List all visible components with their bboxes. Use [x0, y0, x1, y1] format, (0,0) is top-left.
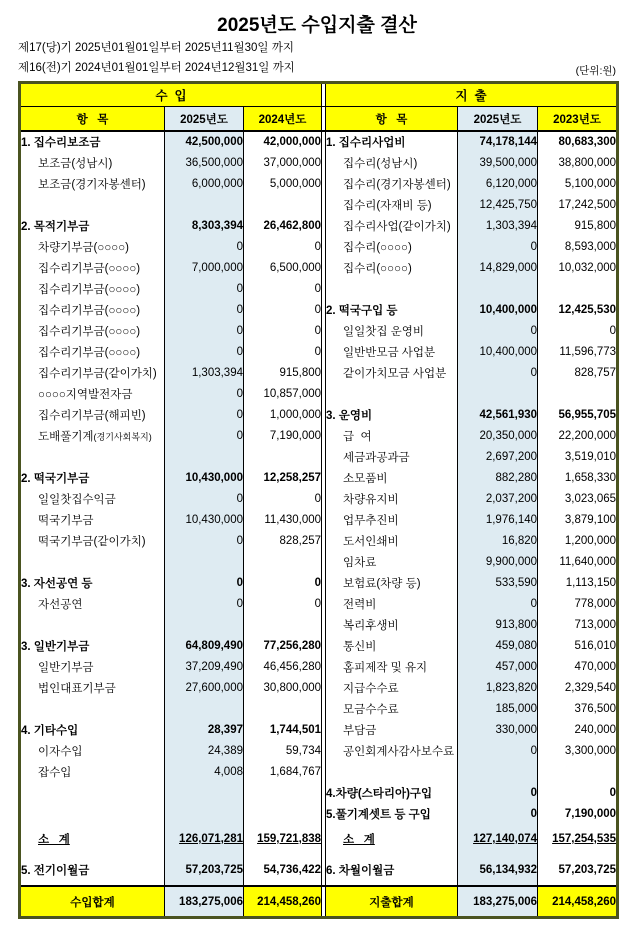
expense-value-current: 533,590 — [458, 572, 538, 593]
period-line-2: 제16(전)기 2024년01월01일부터 2024년12월31일 까지 — [18, 62, 295, 74]
expense-value-previous: 80,683,300 — [558, 136, 617, 148]
income-item-label: 3. 일반기부금 — [20, 635, 165, 656]
income-value-current — [165, 698, 244, 719]
income-value-previous: 10,857,000 — [263, 387, 322, 400]
income-value-current: 0 — [165, 236, 244, 257]
table-row — [20, 719, 618, 740]
income-value-previous: 0 — [314, 282, 322, 295]
income-item-label — [20, 551, 165, 572]
table-row — [20, 215, 618, 236]
expense-value-current: 42,561,930 — [458, 404, 538, 425]
table-row — [20, 782, 618, 803]
income-item-label: 4. 기타수입 — [20, 719, 165, 740]
expense-value-previous: 3,519,010 — [564, 450, 617, 463]
table-row — [20, 404, 618, 425]
expense-value-current: 20,350,000 — [458, 425, 538, 446]
expense-value-current — [458, 278, 538, 299]
expense-item-label: 5.풀기계셋트 등 구입 — [326, 803, 458, 824]
expense-item-label: 2. 떡국구입 등 — [326, 299, 458, 320]
income-value-previous: 5,000,000 — [269, 177, 322, 190]
expense-value-previous: 2,329,540 — [564, 681, 617, 694]
expense-value-current: 459,080 — [458, 635, 538, 656]
expense-item-label: 임차료 — [326, 551, 458, 572]
expense-total-current: 183,275,006 — [458, 886, 538, 918]
income-value-current: 0 — [165, 572, 244, 593]
income-total-previous: 214,458,260 — [244, 886, 322, 918]
income-item-label — [20, 782, 165, 803]
section-banner-row — [20, 83, 618, 107]
expense-item-label: 소 계 — [326, 824, 458, 854]
income-value-previous: 915,800 — [279, 366, 322, 379]
expense-item-label: 일반반모금 사업분 — [326, 341, 458, 362]
table-row — [20, 152, 618, 173]
table-row — [20, 488, 618, 509]
income-value-current — [165, 551, 244, 572]
expense-item-label: 집수리사업(같이가치) — [326, 215, 458, 236]
expense-item-label: 도서인쇄비 — [326, 530, 458, 551]
expense-value-previous: 157,254,535 — [552, 833, 617, 845]
expense-value-current: 330,000 — [458, 719, 538, 740]
income-value-current: 0 — [165, 299, 244, 320]
income-value-current: 0 — [165, 425, 244, 446]
income-section-header: 수 입 — [20, 83, 322, 107]
income-value-current — [165, 782, 244, 803]
expense-col-current-year: 2025년도 — [458, 107, 538, 132]
table-row — [20, 446, 618, 467]
table-row — [20, 467, 618, 488]
income-value-previous: 1,000,000 — [269, 408, 322, 421]
income-item-label: 이자수입 — [20, 740, 165, 761]
income-value-current: 0 — [165, 278, 244, 299]
settlement-table — [18, 81, 619, 919]
expense-item-label: 집수리(성남시) — [326, 152, 458, 173]
expense-value-previous: 1,113,150 — [565, 576, 617, 589]
income-total-current: 183,275,006 — [165, 886, 244, 918]
expense-value-current: 0 — [458, 362, 538, 383]
expense-value-previous: 516,010 — [574, 639, 617, 652]
income-value-previous: 0 — [314, 345, 322, 358]
table-row — [20, 698, 618, 719]
income-item-label: 도배풀기계(경기사회복지) — [20, 425, 165, 446]
expense-item-label: 급 여 — [326, 425, 458, 446]
income-value-previous: 0 — [314, 492, 322, 505]
table-row — [20, 656, 618, 677]
expense-item-label: 공인회계사감사보수료 — [326, 740, 458, 761]
expense-value-previous: 10,032,000 — [558, 261, 617, 274]
income-item-label: ○○○○지역발전자금 — [20, 383, 165, 404]
expense-value-current: 2,037,200 — [458, 488, 538, 509]
table-row — [20, 383, 618, 404]
income-value-current: 0 — [165, 593, 244, 614]
expense-value-previous: 7,190,000 — [564, 807, 617, 820]
expense-value-current: 1,823,820 — [458, 677, 538, 698]
income-item-label: 집수리기부금(○○○○) — [20, 278, 165, 299]
income-item-label: 자선공연 — [20, 593, 165, 614]
income-item-label: 3. 자선공연 등 — [20, 572, 165, 593]
expense-value-current: 12,425,750 — [458, 194, 538, 215]
income-value-current: 0 — [165, 530, 244, 551]
income-item-label: 집수리기부금(해피빈) — [20, 404, 165, 425]
expense-item-label: 지급수수료 — [326, 677, 458, 698]
income-item-label: 집수리기부금(○○○○) — [20, 320, 165, 341]
income-item-label: 차량기부금(○○○○) — [20, 236, 165, 257]
income-item-label: 집수리기부금(같이가치) — [20, 362, 165, 383]
income-value-previous — [244, 446, 322, 467]
expense-value-current: 0 — [458, 803, 538, 824]
expense-value-current: 14,829,000 — [458, 257, 538, 278]
expense-item-label: 같이가치모금 사업분 — [326, 362, 458, 383]
expense-value-previous: 0 — [609, 786, 617, 799]
expense-value-previous: 12,425,530 — [558, 303, 617, 316]
expense-value-current: 0 — [458, 320, 538, 341]
income-value-current — [165, 446, 244, 467]
expense-total-previous: 214,458,260 — [538, 886, 618, 918]
expense-item-label: 홈피제작 및 유지 — [326, 656, 458, 677]
income-item-label: 1. 집수리보조금 — [20, 131, 165, 152]
income-value-current: 64,809,490 — [165, 635, 244, 656]
income-value-current: 27,600,000 — [165, 677, 244, 698]
income-value-current: 37,209,490 — [165, 656, 244, 677]
income-value-previous: 0 — [314, 303, 322, 316]
income-value-previous: 828,257 — [279, 534, 322, 547]
income-item-label: 떡국기부금(같이가치) — [20, 530, 165, 551]
income-item-label: 일일찻집수익금 — [20, 488, 165, 509]
income-value-current: 24,389 — [165, 740, 244, 761]
income-value-current — [165, 614, 244, 635]
expense-value-current: 2,697,200 — [458, 446, 538, 467]
expense-item-label: 보험료(차량 등) — [326, 572, 458, 593]
income-value-previous: 59,734 — [285, 744, 322, 757]
table-row — [20, 740, 618, 761]
income-value-previous: 46,456,280 — [263, 660, 322, 673]
expense-item-label: 업무추진비 — [326, 509, 458, 530]
expense-value-current: 74,178,144 — [458, 131, 538, 152]
expense-value-previous: 1,200,000 — [564, 534, 617, 547]
income-item-label: 잡수입 — [20, 761, 165, 782]
table-row — [20, 551, 618, 572]
income-value-previous: 0 — [314, 240, 322, 253]
expense-value-previous: 828,757 — [574, 366, 617, 379]
expense-item-label: 6. 차월이월금 — [326, 854, 458, 886]
table-row — [20, 194, 618, 215]
income-item-label: 2. 떡국기부금 — [20, 467, 165, 488]
income-value-previous — [244, 614, 322, 635]
income-item-label: 일반기부금 — [20, 656, 165, 677]
table-row — [20, 173, 618, 194]
income-item-label-note: (경기사회복지) — [93, 431, 152, 442]
expense-value-previous: 3,300,000 — [564, 744, 617, 757]
income-value-previous — [244, 803, 322, 824]
income-value-current — [165, 803, 244, 824]
expense-item-label: 집수리(자재비 등) — [326, 194, 458, 215]
table-row — [20, 614, 618, 635]
income-item-label: 보조금(성남시) — [20, 152, 165, 173]
income-value-current: 8,303,394 — [165, 215, 244, 236]
income-col-current-year: 2025년도 — [165, 107, 244, 132]
income-value-current: 6,000,000 — [165, 173, 244, 194]
expense-value-current: 127,140,074 — [458, 824, 538, 854]
income-value-previous: 1,684,767 — [269, 765, 322, 778]
table-row — [20, 803, 618, 824]
income-value-current: 10,430,000 — [165, 509, 244, 530]
expense-item-label: 차량유지비 — [326, 488, 458, 509]
expense-value-previous: 3,023,065 — [564, 492, 617, 505]
income-value-current: 36,500,000 — [165, 152, 244, 173]
expense-value-previous: 915,800 — [574, 219, 617, 232]
expense-value-current: 16,820 — [458, 530, 538, 551]
table-row — [20, 677, 618, 698]
expense-value-previous: 1,658,330 — [564, 471, 617, 484]
income-item-label: 보조금(경기자봉센터) — [20, 173, 165, 194]
income-item-label — [20, 698, 165, 719]
expense-value-current: 1,976,140 — [458, 509, 538, 530]
expense-value-current: 0 — [458, 740, 538, 761]
table-row — [20, 635, 618, 656]
column-header-row — [20, 107, 618, 132]
income-value-current: 4,008 — [165, 761, 244, 782]
expense-value-current: 185,000 — [458, 698, 538, 719]
income-value-current: 28,397 — [165, 719, 244, 740]
expense-value-previous — [538, 383, 618, 404]
expense-value-current: 882,280 — [458, 467, 538, 488]
period-line-1: 제17(당)기 2025년01월01일부터 2025년11월30일 까지 — [18, 42, 294, 54]
table-row — [20, 530, 618, 551]
expense-item-label: 전력비 — [326, 593, 458, 614]
income-value-current: 126,071,281 — [165, 824, 244, 854]
income-value-previous: 26,462,800 — [263, 219, 322, 232]
expense-value-current: 10,400,000 — [458, 341, 538, 362]
expense-value-previous: 11,640,000 — [559, 555, 617, 568]
income-value-current — [165, 194, 244, 215]
expense-item-label: 일일찻집 운영비 — [326, 320, 458, 341]
income-value-previous: 12,258,257 — [263, 471, 322, 484]
expense-item-label: 1. 집수리사업비 — [326, 131, 458, 152]
table-row — [20, 257, 618, 278]
expense-item-label: 집수리(○○○○) — [326, 236, 458, 257]
income-value-current: 0 — [165, 341, 244, 362]
expense-value-current: 1,303,394 — [458, 215, 538, 236]
income-value-previous — [244, 551, 322, 572]
expense-item-label: 부담금 — [326, 719, 458, 740]
expense-value-previous — [538, 761, 618, 782]
expense-value-previous: 38,800,000 — [558, 156, 617, 169]
table-row — [20, 236, 618, 257]
income-value-previous: 30,800,000 — [263, 681, 322, 694]
income-item-label: 집수리기부금(○○○○) — [20, 257, 165, 278]
expense-value-current: 913,800 — [458, 614, 538, 635]
expense-value-current: 6,120,000 — [458, 173, 538, 194]
expense-value-current — [458, 383, 538, 404]
income-item-label: 소 계 — [20, 824, 165, 854]
expense-value-previous: 17,242,500 — [558, 198, 617, 211]
income-value-current: 1,303,394 — [165, 362, 244, 383]
expense-item-label: 4.차량(스타리아)구입 — [326, 782, 458, 803]
expense-value-previous — [538, 278, 618, 299]
expense-value-current: 39,500,000 — [458, 152, 538, 173]
income-value-current: 0 — [165, 320, 244, 341]
income-col-item: 항 목 — [20, 107, 165, 132]
expense-item-label: 복리후생비 — [326, 614, 458, 635]
expense-value-previous: 56,955,705 — [558, 408, 617, 421]
table-row — [20, 131, 618, 152]
expense-col-prev-year: 2023년도 — [538, 107, 618, 132]
expense-value-current: 0 — [458, 593, 538, 614]
income-value-current: 0 — [165, 488, 244, 509]
expense-value-current — [458, 761, 538, 782]
expense-value-previous: 22,200,000 — [558, 429, 617, 442]
expense-value-current: 56,134,932 — [458, 854, 538, 886]
income-item-label: 법인대표기부금 — [20, 677, 165, 698]
income-item-label: 집수리기부금(○○○○) — [20, 299, 165, 320]
income-value-previous: 0 — [314, 324, 322, 337]
income-value-previous — [244, 194, 322, 215]
table-row — [20, 509, 618, 530]
expense-value-previous: 376,500 — [574, 702, 617, 715]
table-row — [20, 854, 618, 886]
expense-value-previous: 240,000 — [574, 723, 617, 736]
income-value-previous — [244, 782, 322, 803]
expense-value-current: 9,900,000 — [458, 551, 538, 572]
expense-section-header: 지 출 — [326, 83, 618, 107]
income-value-previous: 0 — [314, 576, 322, 589]
expense-col-item: 항 목 — [326, 107, 458, 132]
table-row — [20, 299, 618, 320]
table-row — [20, 425, 618, 446]
income-item-label: 떡국기부금 — [20, 509, 165, 530]
expense-item-label: 3. 운영비 — [326, 404, 458, 425]
income-value-previous: 1,744,501 — [269, 723, 322, 736]
expense-item-label — [326, 383, 458, 404]
expense-value-current: 0 — [458, 782, 538, 803]
totals-row — [20, 886, 618, 918]
expense-item-label: 모금수수료 — [326, 698, 458, 719]
income-value-previous: 77,256,280 — [263, 639, 322, 652]
income-total-label: 수입합계 — [20, 886, 165, 918]
table-row — [20, 362, 618, 383]
income-value-previous: 0 — [314, 597, 322, 610]
expense-item-label: 집수리(경기자봉센터) — [326, 173, 458, 194]
expense-value-previous: 3,879,100 — [564, 513, 617, 526]
expense-item-label — [326, 761, 458, 782]
income-value-current: 0 — [165, 404, 244, 425]
unit-label: (단위:원) — [575, 65, 616, 77]
income-item-label — [20, 194, 165, 215]
table-row — [20, 593, 618, 614]
expense-value-previous: 11,596,773 — [559, 345, 617, 358]
expense-value-current: 0 — [458, 236, 538, 257]
income-item-label: 5. 전기이월금 — [20, 854, 165, 886]
expense-value-previous: 57,203,725 — [558, 863, 617, 876]
income-item-label — [20, 614, 165, 635]
expense-value-previous: 5,100,000 — [564, 177, 617, 190]
expense-item-label: 소모품비 — [326, 467, 458, 488]
income-value-previous: 159,721,838 — [257, 833, 322, 845]
income-col-prev-year: 2024년도 — [244, 107, 322, 132]
expense-value-current: 10,400,000 — [458, 299, 538, 320]
income-value-previous: 42,000,000 — [263, 136, 322, 148]
income-value-previous: 7,190,000 — [269, 429, 322, 442]
income-value-current: 42,500,000 — [165, 131, 244, 152]
income-value-current: 7,000,000 — [165, 257, 244, 278]
expense-value-previous: 8,593,000 — [564, 240, 617, 253]
expense-item-label: 집수리(○○○○) — [326, 257, 458, 278]
table-body — [20, 131, 618, 886]
expense-value-previous: 0 — [609, 324, 617, 337]
table-row — [20, 320, 618, 341]
income-value-current: 0 — [165, 383, 244, 404]
income-value-current: 57,203,725 — [165, 854, 244, 886]
expense-item-label: 통신비 — [326, 635, 458, 656]
income-value-previous: 11,430,000 — [264, 513, 322, 526]
expense-value-previous: 713,000 — [574, 618, 617, 631]
expense-value-previous: 778,000 — [574, 597, 617, 610]
expense-item-label: 세금과공과금 — [326, 446, 458, 467]
table-row — [20, 824, 618, 854]
table-row — [20, 278, 618, 299]
income-item-label — [20, 803, 165, 824]
expense-value-current: 457,000 — [458, 656, 538, 677]
income-value-previous: 6,500,000 — [269, 261, 322, 274]
table-row — [20, 761, 618, 782]
expense-item-label — [326, 278, 458, 299]
income-item-label: 집수리기부금(○○○○) — [20, 341, 165, 362]
table-row — [20, 572, 618, 593]
expense-value-previous: 470,000 — [574, 660, 617, 673]
income-value-previous: 37,000,000 — [263, 156, 322, 169]
income-value-previous — [244, 698, 322, 719]
expense-total-label: 지출합계 — [326, 886, 458, 918]
page-title: 2025년도 수입지출 결산 — [217, 15, 417, 36]
income-value-current: 10,430,000 — [165, 467, 244, 488]
income-item-label: 2. 목적기부금 — [20, 215, 165, 236]
income-value-previous: 54,736,422 — [263, 863, 322, 876]
table-row — [20, 341, 618, 362]
income-item-label — [20, 446, 165, 467]
